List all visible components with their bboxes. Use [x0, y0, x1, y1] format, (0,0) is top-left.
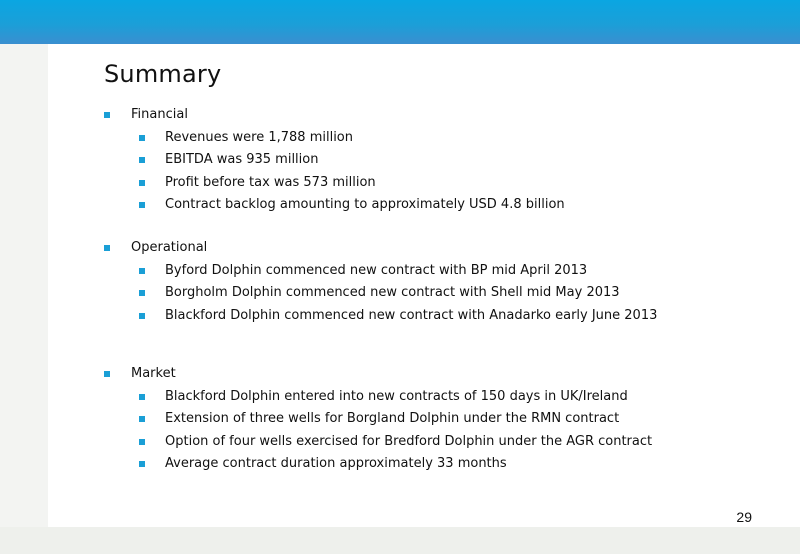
square-bullet-icon	[104, 112, 110, 118]
square-bullet-icon	[139, 461, 145, 467]
list-item-text: Borgholm Dolphin commenced new contract with Shell mid May 2013	[165, 285, 620, 300]
square-bullet-icon	[139, 394, 145, 400]
section-heading	[104, 237, 657, 260]
square-bullet-icon	[139, 416, 145, 422]
square-bullet-icon	[139, 268, 145, 274]
square-bullet-icon	[104, 245, 110, 251]
header-bar	[0, 0, 800, 44]
list-item	[104, 194, 565, 217]
list-item	[104, 431, 652, 454]
square-bullet-icon	[104, 371, 110, 377]
section-heading-label: Operational	[131, 240, 208, 255]
slide-title: Summary	[104, 60, 222, 88]
left-margin-strip	[0, 44, 48, 527]
list-item-text: EBITDA was 935 million	[165, 152, 319, 167]
section-heading-label: Market	[131, 366, 176, 381]
list-item	[104, 386, 652, 409]
list-item	[104, 282, 657, 305]
list-item	[104, 305, 657, 328]
list-item-text: Average contract duration approximately 33 months	[165, 456, 507, 471]
list-item-text: Revenues were 1,788 million	[165, 129, 353, 145]
list-item	[104, 127, 565, 150]
list-item	[104, 453, 652, 476]
list-item-text: Option of four wells exercised for Bredford Dolphin under the AGR contract	[165, 433, 653, 449]
list-item-text: Extension of three wells for Borgland Dolphin under the RMN contract	[165, 411, 620, 426]
list-item-text: Blackford Dolphin commenced new contract with Anadarko early June 2013	[165, 307, 658, 323]
list-item	[104, 149, 565, 172]
section-heading	[104, 104, 565, 127]
square-bullet-icon	[139, 202, 145, 208]
square-bullet-icon	[139, 135, 145, 141]
square-bullet-icon	[139, 313, 145, 319]
square-bullet-icon	[139, 290, 145, 296]
section-heading-label: Financial	[131, 107, 188, 122]
list-item	[104, 408, 652, 431]
footer-bar	[0, 527, 800, 554]
list-item	[104, 260, 657, 283]
list-item-text: Contract backlog amounting to approximately USD 4.8 billion	[165, 197, 565, 212]
list-item-text: Blackford Dolphin entered into new contracts of 150 days in UK/Ireland	[165, 388, 628, 404]
list-item	[104, 172, 565, 195]
square-bullet-icon	[139, 157, 145, 163]
list-item-text: Profit before tax was 573 million	[165, 174, 376, 190]
square-bullet-icon	[139, 180, 145, 186]
section-market	[104, 363, 652, 476]
section-operational	[104, 237, 657, 327]
square-bullet-icon	[139, 439, 145, 445]
section-heading	[104, 363, 652, 386]
section-financial	[104, 104, 565, 217]
list-item-text: Byford Dolphin commenced new contract with BP mid April 2013	[165, 262, 588, 278]
page-number: 29	[736, 509, 752, 525]
